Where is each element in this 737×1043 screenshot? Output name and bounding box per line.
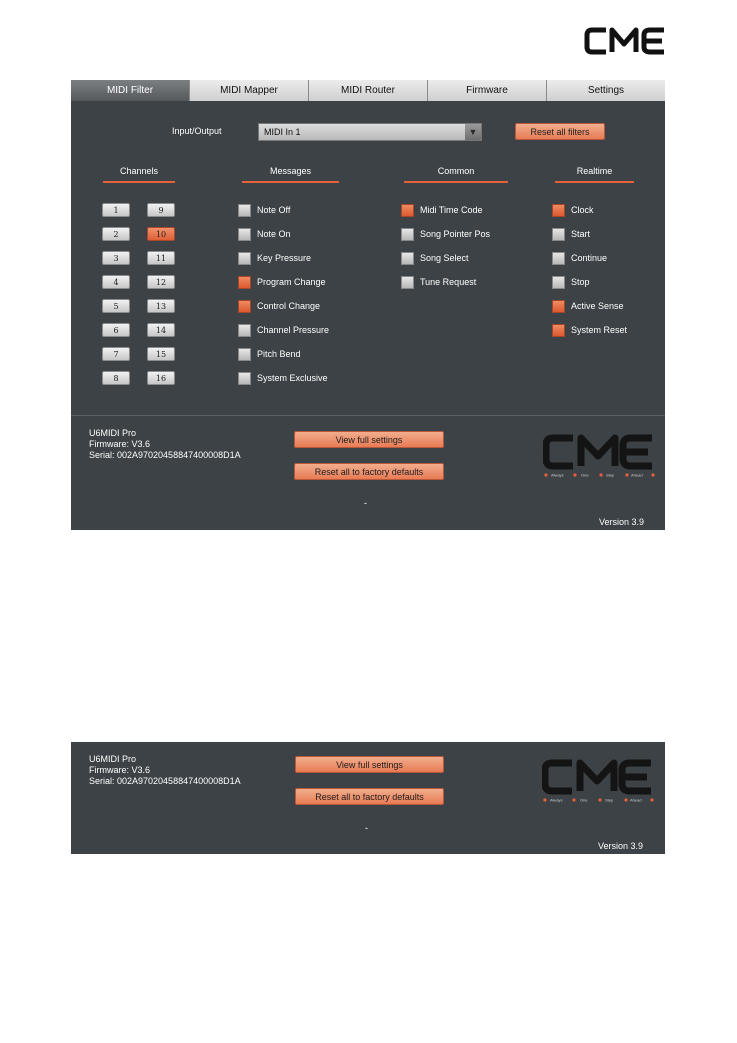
tab-settings[interactable]: Settings [547, 80, 665, 101]
status-dash: - [364, 498, 367, 508]
channel-9-button[interactable]: 9 [147, 203, 175, 217]
channel-14-button[interactable]: 14 [147, 323, 175, 337]
channel-10-button[interactable]: 10 [147, 227, 175, 241]
realtime-underline [555, 181, 634, 183]
realtime-filter-checkbox[interactable] [552, 204, 565, 217]
common-filter-row[interactable] [401, 203, 483, 217]
view-full-settings-button[interactable]: View full settings [294, 431, 444, 448]
message-filter-row[interactable] [238, 251, 311, 265]
tab-midi-router[interactable]: MIDI Router [309, 80, 428, 101]
common-filter-checkbox[interactable] [401, 276, 414, 289]
tagline-word-1: Always [551, 472, 564, 478]
message-filter-label: Key Pressure [257, 253, 312, 263]
realtime-filter-label: Stop [571, 277, 590, 287]
realtime-filter-checkbox[interactable] [552, 324, 565, 337]
common-underline [404, 181, 508, 183]
device-name-2: U6MIDI Pro [89, 754, 137, 764]
message-filter-label: Pitch Bend [257, 349, 301, 359]
message-filter-label: Channel Pressure [257, 325, 330, 335]
common-filter-label: Song Pointer Pos [420, 229, 491, 239]
realtime-filter-checkbox[interactable] [552, 276, 565, 289]
common-filter-label: Tune Request [420, 277, 477, 287]
message-filter-row[interactable] [238, 323, 329, 337]
tab-bar [71, 80, 665, 101]
common-filter-label: Song Select [420, 253, 469, 263]
tagline-word-2: One [580, 797, 588, 803]
realtime-filter-checkbox[interactable] [552, 300, 565, 313]
tab-firmware[interactable]: Firmware [428, 80, 547, 101]
message-filter-checkbox[interactable] [238, 228, 251, 241]
channel-6-button[interactable]: 6 [102, 323, 130, 337]
common-filter-row[interactable] [401, 227, 490, 241]
message-filter-checkbox[interactable] [238, 300, 251, 313]
channel-15-button[interactable]: 15 [147, 347, 175, 361]
input-output-label: Input/Output [172, 126, 222, 136]
common-filter-checkbox[interactable] [401, 204, 414, 217]
realtime-filter-row[interactable] [552, 299, 624, 313]
message-filter-row[interactable] [238, 299, 320, 313]
channel-2-button[interactable]: 2 [102, 227, 130, 241]
channel-11-button[interactable]: 11 [147, 251, 175, 265]
realtime-filter-row[interactable] [552, 275, 590, 289]
cme-logo [543, 434, 655, 480]
common-filter-checkbox[interactable] [401, 228, 414, 241]
channel-5-button[interactable]: 5 [102, 299, 130, 313]
tagline-word-3: Step [605, 797, 614, 803]
channel-3-button[interactable]: 3 [102, 251, 130, 265]
realtime-filter-row[interactable] [552, 203, 594, 217]
common-filter-row[interactable] [401, 251, 469, 265]
common-filter-checkbox[interactable] [401, 252, 414, 265]
firmware-version-2: Firmware: V3.6 [89, 765, 151, 775]
message-filter-label: Note Off [257, 205, 291, 215]
message-filter-row[interactable] [238, 347, 301, 361]
tab-midi-mapper[interactable]: MIDI Mapper [190, 80, 309, 101]
tab-midi-filter[interactable]: MIDI Filter [71, 80, 190, 101]
realtime-filter-checkbox[interactable] [552, 252, 565, 265]
device-name: U6MIDI Pro [89, 428, 137, 438]
factory-reset-button-2[interactable]: Reset all to factory defaults [295, 788, 444, 805]
realtime-filter-label: Start [571, 229, 591, 239]
tagline-word-2: One [581, 472, 589, 478]
tagline-word-3: Step [606, 472, 615, 478]
tagline-word-4: Ahead [630, 797, 642, 803]
version-label: Version 3.9 [599, 517, 645, 527]
input-output-value: MIDI In 1 [264, 127, 301, 137]
message-filter-checkbox[interactable] [238, 372, 251, 385]
reset-all-filters-button[interactable]: Reset all filters [515, 123, 605, 140]
channel-16-button[interactable]: 16 [147, 371, 175, 385]
input-output-select[interactable] [258, 123, 482, 141]
channel-7-button[interactable]: 7 [102, 347, 130, 361]
message-filter-row[interactable] [238, 371, 328, 385]
messages-heading: Messages [269, 166, 312, 176]
tagline-word-4: Ahead [631, 472, 643, 478]
message-filter-label: Control Change [257, 301, 321, 311]
view-full-settings-button-2[interactable]: View full settings [295, 756, 444, 773]
common-heading: Common [437, 166, 475, 176]
midi-filter-window [71, 80, 665, 530]
common-filter-label: Midi Time Code [420, 205, 483, 215]
channel-12-button[interactable]: 12 [147, 275, 175, 289]
channel-8-button[interactable]: 8 [102, 371, 130, 385]
message-filter-row[interactable] [238, 203, 290, 217]
realtime-filter-label: System Reset [571, 325, 628, 335]
channels-heading: Channels [119, 166, 159, 176]
message-filter-checkbox[interactable] [238, 348, 251, 361]
message-filter-checkbox[interactable] [238, 276, 251, 289]
messages-underline [242, 181, 339, 183]
tagline-word-1: Always [550, 797, 563, 803]
message-filter-row[interactable] [238, 275, 326, 289]
realtime-filter-label: Continue [571, 253, 608, 263]
version-label-2: Version 3.9 [598, 841, 644, 851]
cme-page-logo [584, 26, 668, 56]
message-filter-label: Program Change [257, 277, 326, 287]
message-filter-checkbox[interactable] [238, 204, 251, 217]
cme-logo-2 [542, 759, 654, 805]
channels-underline [103, 181, 175, 183]
realtime-filter-label: Clock [571, 205, 594, 215]
dropdown-arrow-icon[interactable]: ▼ [465, 124, 481, 140]
message-filter-row[interactable] [238, 227, 291, 241]
channel-4-button[interactable]: 4 [102, 275, 130, 289]
realtime-filter-row[interactable] [552, 323, 627, 337]
message-filter-label: System Exclusive [257, 373, 328, 383]
footer-divider [71, 415, 665, 416]
channel-1-button[interactable]: 1 [102, 203, 130, 217]
common-filter-row[interactable] [401, 275, 476, 289]
message-filter-label: Note On [257, 229, 291, 239]
realtime-heading: Realtime [576, 166, 613, 176]
status-dash-2: - [365, 823, 368, 833]
realtime-filter-row[interactable] [552, 251, 607, 265]
serial-number-2: Serial: 002A97020458847400008D1A [89, 776, 241, 786]
device-info-panel [71, 742, 665, 854]
channel-13-button[interactable]: 13 [147, 299, 175, 313]
message-filter-checkbox[interactable] [238, 324, 251, 337]
realtime-filter-checkbox[interactable] [552, 228, 565, 241]
message-filter-checkbox[interactable] [238, 252, 251, 265]
realtime-filter-row[interactable] [552, 227, 590, 241]
realtime-filter-label: Active Sense [571, 301, 624, 311]
firmware-version: Firmware: V3.6 [89, 439, 151, 449]
serial-number: Serial: 002A97020458847400008D1A [89, 450, 241, 460]
factory-reset-button[interactable]: Reset all to factory defaults [294, 463, 444, 480]
